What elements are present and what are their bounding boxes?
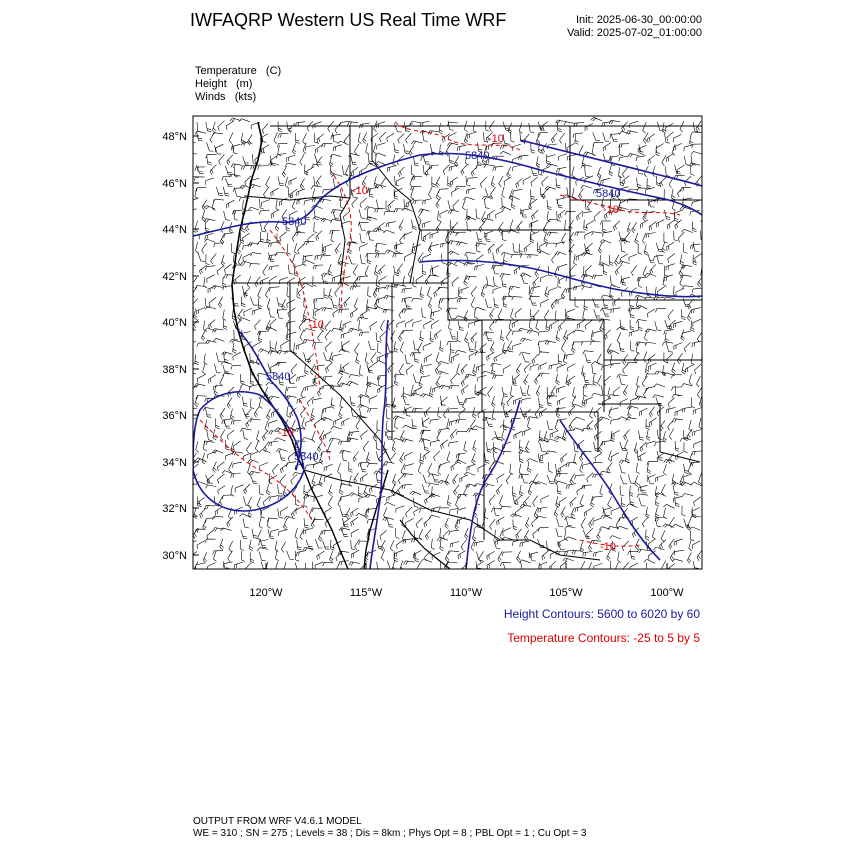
field-height: Height (m)	[195, 78, 253, 90]
idaho-west-border	[340, 126, 350, 283]
map-title: IWFAQRP Western US Real Time WRF	[190, 10, 507, 30]
temperature-label: -10	[603, 204, 619, 216]
idaho-montana-border	[372, 126, 420, 283]
height-label: 5840	[596, 188, 621, 200]
field-winds: Winds (kts)	[195, 91, 257, 103]
oklahoma-border	[598, 404, 700, 462]
temperature-label: -10	[488, 133, 504, 145]
temperature-label: -10	[600, 541, 616, 553]
height-contour	[520, 140, 702, 186]
wa-or-border	[244, 196, 350, 200]
wind-barbs	[185, 117, 708, 574]
footer-model: OUTPUT FROM WRF V4.6.1 MODEL	[193, 816, 362, 827]
lon-label: 120°W	[249, 587, 283, 599]
height-label: 5840	[266, 371, 291, 383]
height-contour	[466, 400, 520, 569]
lat-label: 46°N	[162, 178, 187, 190]
height-label: 5840	[282, 216, 307, 228]
model-footer	[193, 816, 586, 840]
field-temperature: Temperature (C)	[195, 65, 282, 77]
lat-label: 32°N	[162, 503, 187, 515]
lat-label: 42°N	[162, 271, 187, 283]
lat-label: 30°N	[162, 550, 187, 562]
temperature-label: -10	[278, 427, 294, 439]
contour-labels	[266, 133, 620, 553]
lat-label: 40°N	[162, 317, 187, 329]
temperature-contours	[200, 122, 680, 546]
lat-label: 48°N	[162, 131, 187, 143]
temperature-contour	[200, 420, 312, 520]
height-legend: Height Contours: 5600 to 6020 by 60	[503, 607, 700, 621]
temperature-legend: Temperature Contours: -25 to 5 by 5	[507, 631, 700, 645]
latitude-axis	[162, 131, 199, 562]
lon-label: 115°W	[349, 587, 383, 599]
lat-label: 38°N	[162, 364, 187, 376]
height-label: 5840	[294, 451, 319, 463]
wyoming-south-border	[448, 230, 604, 320]
temperature-label: -10	[352, 185, 368, 197]
lon-label: 105°W	[549, 587, 583, 599]
height-contours	[193, 140, 702, 569]
footer-config: WE = 310 ; SN = 275 ; Levels = 38 ; Dis = 8km ; Phys Opt = 8 ; PBL Opt = 1 ; Cu Opt = 3	[193, 828, 587, 839]
height-label: 5840	[465, 150, 490, 162]
lat-label: 36°N	[162, 410, 187, 422]
lon-label: 100°W	[650, 587, 684, 599]
lat-label: 44°N	[162, 224, 187, 236]
valid-time: Valid: 2025-07-02_01:00:00	[567, 27, 702, 39]
lat-label: 34°N	[162, 457, 187, 469]
init-time: Init: 2025-06-30_00:00:00	[576, 14, 702, 26]
wind-barb-field	[185, 117, 708, 574]
temperature-label: -10	[308, 319, 324, 331]
lon-label: 110°W	[449, 587, 483, 599]
